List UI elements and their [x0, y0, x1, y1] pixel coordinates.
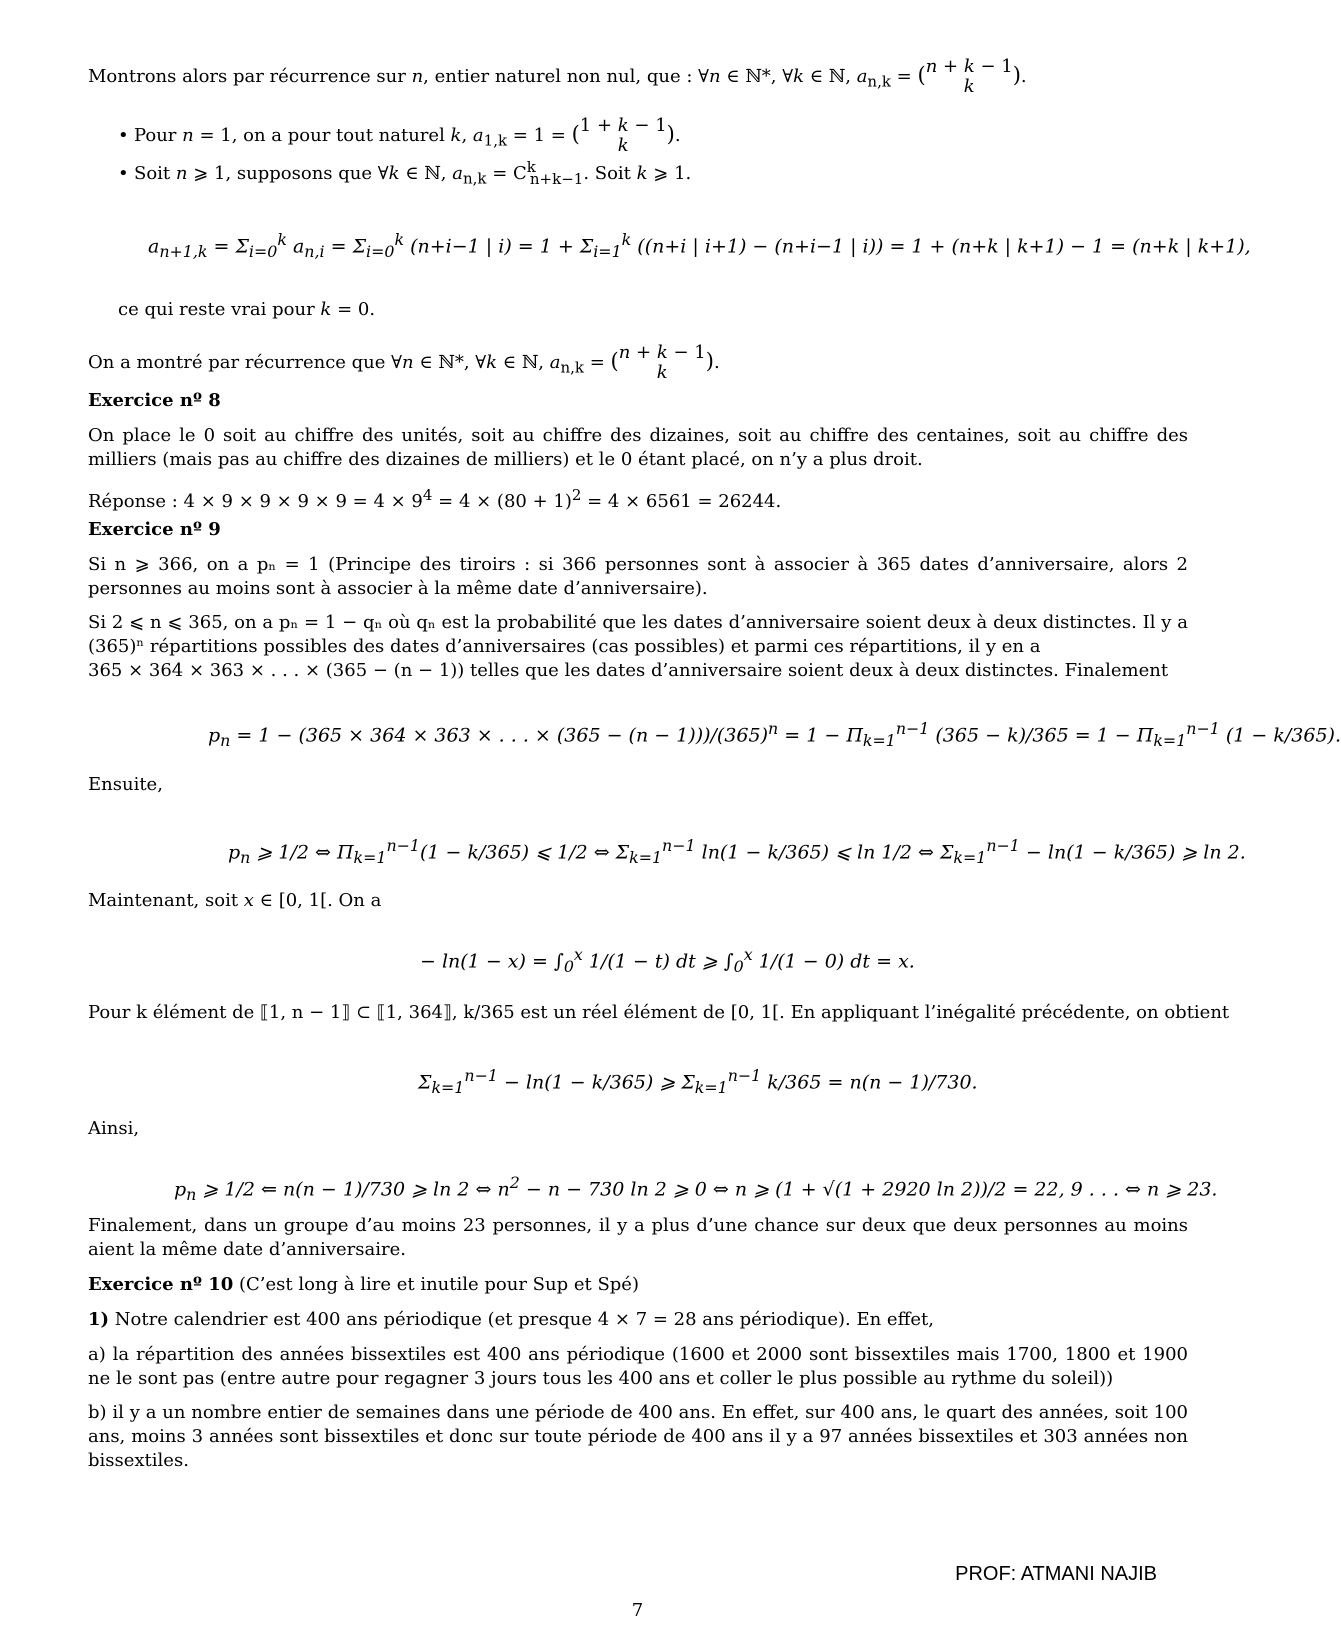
equation-integral: − $\ln(1 - x) = \int_0^x$ 1/(1 − t) dt ⩾ $\int_0^x$ 1/(1 − 0) dt = x.	[420, 945, 915, 977]
exercise-10-part-1: 1) Notre calendrier est 400 ans périodique (et presque 4 × 7 = 28 ans périodique). En effet,	[88, 1309, 934, 1330]
exercise-9-heading: Exercice nº 9	[88, 519, 221, 540]
pour-k-text: Pour k élément de ⟦1, n − 1⟧ ⊂ ⟦1, 364⟧, k/365 est un réel élément de [0, 1[. En appliquant l’inégalité précédente, on obtient	[88, 1002, 1230, 1023]
equation-final-bound: $p_n$ ⩾ 1/2 ⇐ n(n − 1)/730 ⩾ ln 2 ⇔ $n^2 - n - 730$ ln 2 ⩾ 0 ⇔ n ⩾ (1 + √(1 + 2920 ln 2))/2 = 22, 9 . . . ⇔ n ⩾ 23.	[174, 1173, 1218, 1205]
ainsi-label: Ainsi,	[88, 1118, 140, 1139]
exercise-8-text: On place le 0 soit au chiffre des unités, soit au chiffre des dizaines, soit au chiffre des centaines, soit au chiffre des milliers (mais pas au chiffre des dizaines de milliers) et le 0 étant placé, on n’y a plus droit.	[88, 425, 1188, 470]
remark-k-zero: ce qui reste vrai pour k = 0.	[118, 299, 376, 320]
conclusion-recurrence: On a montré par récurrence que ∀n ∈ ℕ*, ∀k ∈ ℕ, $a_{n,k} = (n + k - 1$ k ).	[88, 342, 720, 383]
exercise-9-probability-text: Si 2 ⩽ n ⩽ 365, on a pₙ = 1 − qₙ où qₙ est la probabilité que les dates d’anniversaire soient deux à deux distinctes. Il y a (365)ⁿ répartitions possibles des dates d’anniversaires (cas possibles) et parmi ces répartitions, il y en a	[88, 612, 1188, 657]
equation-pn-product: $p_n = 1 - (365 \times 364 \times 363$ × . . . × $(365 - (n - 1)))/(365)^n = 1 - \Pi_{k=1}^{n-1}$ $(365 - k)/365 = 1 - \Pi_{k=1}^{n-1}$ (1 − k/365).	[208, 719, 1341, 751]
exercise-9-conclusion: Finalement, dans un groupe d’au moins 23 personnes, il y a plus d’une chance sur deux que deux personnes au moins aient la même date d’anniversaire.	[88, 1215, 1188, 1260]
equation-sum-inequality: $\Sigma_{k=1}^{n-1} - \ln(1 - k/365)$ ⩾ $\Sigma_{k=1}^{n-1}$ k/365 = n(n − 1)/730.	[418, 1066, 978, 1098]
bullet-hypothesis: • Soit n ⩾ 1, supposons que ∀k ∈ ℕ, $a_{n,k} = C^k_{n+k-1}$. Soit k ⩾ 1.	[118, 158, 692, 188]
page-number: 7	[631, 1600, 644, 1621]
exercise-10-part-a: a) la répartition des années bissextiles est 400 ans périodique (1600 et 2000 sont bissextiles mais 1700, 1800 et 1900 ne le sont pas (entre autre pour regagner 3 jours tous les 400 ans et coller le plus possible au rythme du soleil))	[88, 1344, 1188, 1389]
exercise-10-part-b: b) il y a un nombre entier de semaines dans une période de 400 ans. En effet, sur 400 ans, le quart des années, soit 100 ans, moins 3 années sont bissextiles et donc sur toute période de 400 ans il y a 97 années bissextiles et 303 années non bissextiles.	[88, 1402, 1188, 1471]
bullet-n-equals-1: • Pour n = 1, on a pour tout naturel k, $a_{1,k} = 1 = (1 + k - 1$ k ).	[118, 115, 681, 156]
exercise-8-answer: Réponse : $4 \times 9 \times 9 \times 9 \times 9 = 4 \times 9^4 = 4 \times (80 + 1)^2 = 4 \times 6561 = 26244$.	[88, 486, 782, 512]
exercise-9-pigeonhole: Si n ⩾ 366, on a pₙ = 1 (Principe des tiroirs : si 366 personnes sont à associer à 365 dates d’anniversaire, alors 2 personnes au moins sont à associer à la même date d’anniversaire).	[88, 554, 1188, 599]
exercise-9-product-text: 365 × 364 × 363 × . . . × (365 − (n − 1)) telles que les dates d’anniversaire soient deux à deux distinctes. Finalement	[88, 660, 1169, 681]
ensuite-label: Ensuite,	[88, 774, 163, 795]
exercise-8-heading: Exercice nº 8	[88, 390, 221, 411]
equation-pn-ln: $p_n$ ⩾ 1/2 ⇔ $\Pi_{k=1}^{n-1}(1 - k/365)$ ⩽ 1/2 ⇔ $\Sigma_{k=1}^{n-1}$ ln(1 − k/365) ⩽ ln 1/2 ⇔ $\Sigma_{k=1}^{n-1} - \ln(1 - k/365)$ ⩾ ln 2.	[228, 836, 1246, 868]
author-footer: PROF: ATMANI NAJIB	[955, 1563, 1157, 1585]
intro-recurrence: Montrons alors par récurrence sur n, entier naturel non nul, que : ∀n ∈ ℕ*, ∀k ∈ ℕ, $a_{n,k} = (n + k - 1$ k ).	[88, 56, 1027, 97]
maintenant-text: Maintenant, soit x ∈ [0, 1[. On a	[88, 890, 382, 911]
equation-sum-recurrence: $a_{n+1,k} = \Sigma_{i=0}^k$ $a_{n,i} = \Sigma_{i=0}^k$ (n+i−1 | $i) = 1 + \Sigma_{i=1}^k$ ((n+i | i+1) − (n+i−1 | i)) = 1 + (n+k | k+1) − 1 = (n+k | k+1),	[148, 230, 1251, 262]
exercise-10-heading: Exercice nº 10 (C’est long à lire et inutile pour Sup et Spé)	[88, 1274, 639, 1295]
